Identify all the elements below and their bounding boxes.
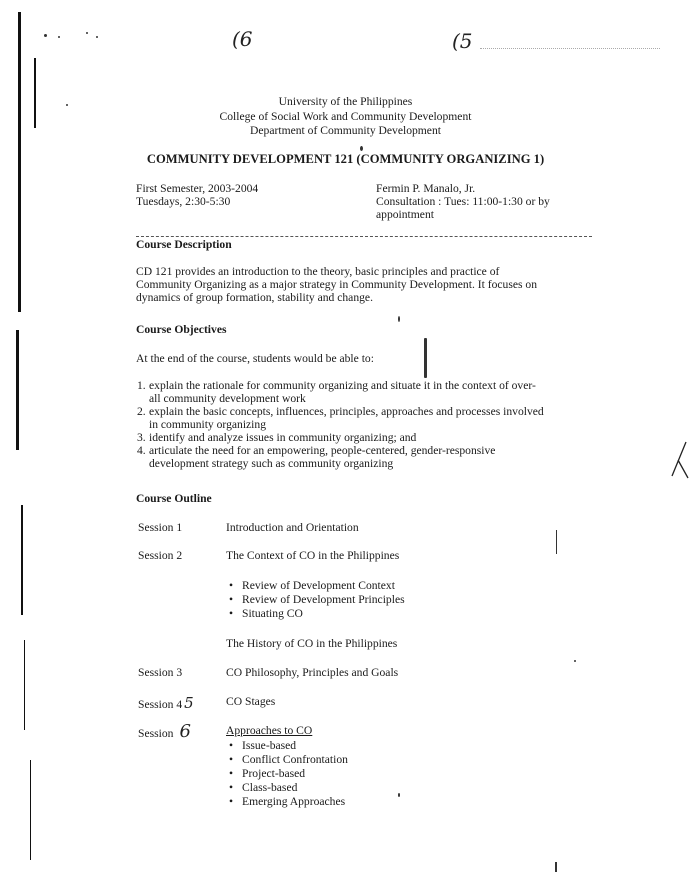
session-bullets [226, 579, 405, 621]
department-name: Department of Community Development [250, 124, 441, 137]
objective-text: identify and analyze issues in community organizing; and [149, 430, 417, 444]
semester: First Semester, 2003-2004 [136, 182, 259, 195]
bullet-item: • Emerging Approaches [226, 795, 348, 809]
college-name: College of Social Work and Community Development [219, 110, 472, 123]
objective-text: explain the rationale for community organizing and situate it in the context of over- [149, 379, 536, 392]
scan-speck [360, 146, 363, 151]
instructor-name: Fermin P. Manalo, Jr. [376, 182, 476, 195]
session-label: Session 1 [138, 521, 183, 534]
course-title: COMMUNITY DEVELOPMENT 121 (COMMUNITY ORGANIZING 1) [146, 152, 545, 166]
session-topic: Introduction and Orientation [226, 521, 359, 534]
objective-text-cont: development strategy such as community organizing [149, 456, 394, 470]
handwritten-mark-right: (5 [452, 29, 473, 53]
objective-number: 1. [137, 379, 146, 392]
bullet-item: • Review of Development Principles [226, 593, 405, 607]
scan-margin-line [24, 640, 25, 730]
scan-speck [58, 36, 60, 38]
objective-number: 3. [137, 430, 146, 444]
objectives-heading: Course Objectives [136, 323, 227, 336]
session-label-text: Session 4 [138, 698, 183, 711]
session-label: Session 2 [138, 549, 183, 562]
description-line: Community Organizing as a major strategy in Community Development. It focuses on [136, 277, 537, 291]
session-topic: The Context of CO in the Philippines [226, 549, 400, 562]
objective-item [137, 431, 597, 444]
description-heading: Course Description [136, 238, 232, 251]
objective-item [137, 444, 597, 470]
scan-speck [574, 660, 576, 662]
scan-margin-line [16, 330, 19, 450]
handwritten-session-number: 6 [179, 721, 191, 742]
objective-text-cont: in community organizing [149, 417, 266, 431]
scan-speck [44, 34, 47, 37]
session-topic-extra: The History of CO in the Philippines [226, 637, 398, 650]
description-text [136, 265, 596, 304]
session-bullets [226, 739, 348, 809]
consultation-hours: Consultation : Tues: 11:00-1:30 or by [376, 195, 550, 208]
handwritten-mark-left: (6 [232, 27, 253, 51]
bullet-item: • Project-based [226, 767, 348, 781]
scan-faint-header-text [480, 34, 660, 49]
consultation-hours-cont: appointment [376, 208, 434, 221]
handwritten-session-number: 5 [184, 694, 194, 712]
divider [136, 236, 592, 237]
objective-item [137, 405, 597, 431]
scan-speck [556, 530, 557, 554]
session-label: Session 3 [138, 666, 183, 679]
objectives-intro: At the end of the course, students would be able to: [136, 352, 374, 365]
university-name: University of the Philippines [278, 95, 413, 108]
description-line: dynamics of group formation, stability and change. [136, 290, 373, 304]
objective-number: 2. [137, 404, 146, 418]
session-topic: CO Philosophy, Principles and Goals [226, 666, 399, 679]
objectives-list [137, 379, 597, 470]
scan-speck [86, 32, 88, 34]
pen-slash-mark [668, 440, 690, 480]
session-topic: Approaches to CO [226, 724, 313, 737]
session-topic: CO Stages [226, 695, 276, 708]
scan-margin-line [30, 760, 31, 860]
scan-margin-line [21, 505, 23, 615]
scan-speck [555, 862, 557, 872]
session-label-text: Session [138, 727, 174, 740]
bullet-item: • Situating CO [226, 607, 405, 621]
bullet-item: • Conflict Confrontation [226, 753, 348, 767]
scan-speck [398, 316, 400, 322]
bullet-item: • Issue-based [226, 739, 348, 753]
bullet-item: • Review of Development Context [226, 579, 405, 593]
scan-speck [398, 793, 400, 797]
session-label [138, 695, 194, 712]
bullet-item: • Class-based [226, 781, 348, 795]
scan-speck [96, 36, 98, 38]
schedule: Tuesdays, 2:30-5:30 [136, 195, 231, 208]
outline-heading: Course Outline [136, 492, 212, 505]
objective-number: 4. [137, 443, 146, 457]
objective-item [137, 379, 597, 405]
scan-speck [424, 338, 427, 378]
description-line: CD 121 provides an introduction to the theory, basic principles and practice of [136, 265, 500, 278]
objective-text: articulate the need for an empowering, people-centered, gender-responsive [149, 443, 496, 457]
objective-text-cont: all community development work [149, 391, 306, 405]
session-label [138, 722, 191, 742]
objective-text: explain the basic concepts, influences, principles, approaches and processes involved [149, 404, 544, 418]
